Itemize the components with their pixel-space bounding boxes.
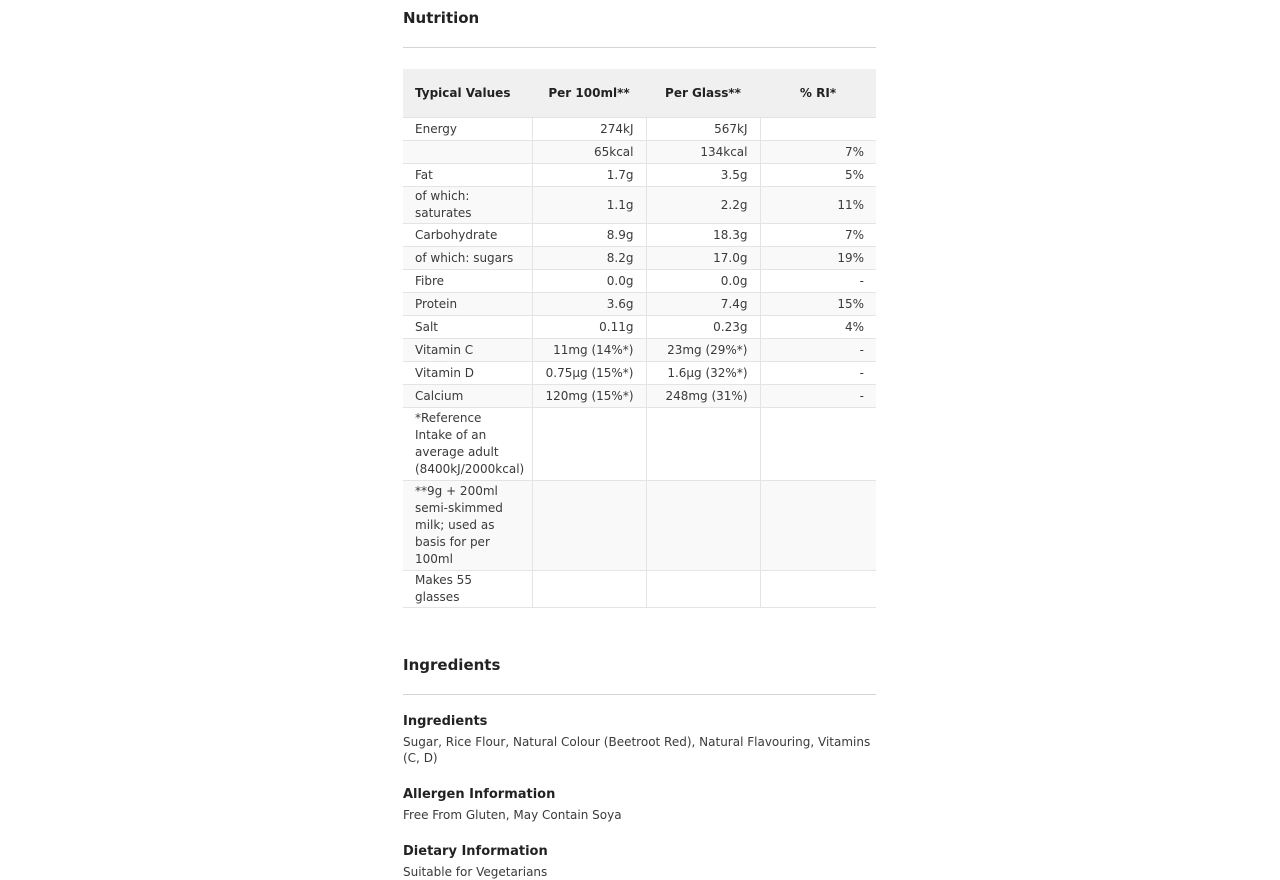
per-100ml-value: 0.75µg (15%*) [532,362,646,385]
dietary-text: Suitable for Vegetarians [403,865,548,879]
allergen-heading: Allergen Information [403,787,556,802]
table-row [403,571,876,608]
per-glass-value: 248mg (31%) [646,385,760,408]
ingredients-heading: Ingredients [403,714,488,729]
dietary-block [403,843,876,880]
row-label: Carbohydrate [403,224,532,247]
table-row [403,270,876,293]
header-ri: % RI* [760,69,876,118]
ingredients-section [403,647,876,880]
per-100ml-value: 11mg (14%*) [532,339,646,362]
nutrition-table [403,69,876,608]
ri-value: 19% [760,247,876,270]
row-label: Vitamin D [403,362,532,385]
per-100ml-value: 0.0g [532,270,646,293]
per-glass-value: 0.23g [646,316,760,339]
per-100ml-value: 3.6g [532,293,646,316]
per-100ml-value: 1.7g [532,164,646,187]
per-glass-value: 3.5g [646,164,760,187]
serving-basis-note: **9g + 200ml semi-skimmed milk; used as basis for per 100ml [403,481,532,571]
header-per-100ml: Per 100ml** [532,69,646,118]
row-label: Salt [403,316,532,339]
row-label: of which: sugars [403,247,532,270]
nutrition-header-row [403,69,876,118]
header-per-glass: Per Glass** [646,69,760,118]
per-100ml-value: 0.11g [532,316,646,339]
per-glass-value: 18.3g [646,224,760,247]
ri-value: - [760,270,876,293]
nutrition-divider [403,47,876,48]
row-label: Fat [403,164,532,187]
ri-value: - [760,339,876,362]
per-glass-value: 17.0g [646,247,760,270]
table-row [403,385,876,408]
row-label: of which: saturates [403,187,532,224]
ri-value [760,408,876,481]
per-100ml-value: 8.2g [532,247,646,270]
nutrition-title: Nutrition [403,9,480,27]
ri-value: 7% [760,141,876,164]
allergen-text: Free From Gluten, May Contain Soya [403,808,622,822]
ri-value: 5% [760,164,876,187]
table-row [403,362,876,385]
per-100ml-value: 1.1g [532,187,646,224]
ri-value [760,118,876,141]
row-label: Vitamin C [403,339,532,362]
per-glass-value: 134kcal [646,141,760,164]
per-glass-value [646,571,760,608]
per-glass-value: 23mg (29%*) [646,339,760,362]
table-row [403,141,876,164]
per-100ml-value [532,408,646,481]
per-glass-value: 7.4g [646,293,760,316]
ingredients-title: Ingredients [403,656,501,674]
table-row [403,118,876,141]
ingredients-text: Sugar, Rice Flour, Natural Colour (Beetroot Red), Natural Flavouring, Vitamins (C, D) [403,735,871,765]
per-glass-value [646,408,760,481]
ri-value: - [760,385,876,408]
table-row [403,481,876,571]
per-100ml-value: 120mg (15%*) [532,385,646,408]
per-100ml-value [532,571,646,608]
product-info-column [403,0,876,880]
row-label: Protein [403,293,532,316]
ri-value: 11% [760,187,876,224]
row-label [403,141,532,164]
per-glass-value [646,481,760,571]
per-100ml-value: 8.9g [532,224,646,247]
ingredients-block [403,713,876,766]
per-100ml-value [532,481,646,571]
per-glass-value: 567kJ [646,118,760,141]
table-row [403,247,876,270]
table-row [403,293,876,316]
dietary-heading: Dietary Information [403,844,548,859]
ingredients-divider [403,694,876,695]
ri-value: 15% [760,293,876,316]
ri-value [760,571,876,608]
row-label: Fibre [403,270,532,293]
header-typical-values: Typical Values [403,69,532,118]
reference-intake-note: *Reference Intake of an average adult (8400kJ/2000kcal) [403,408,532,481]
servings-note: Makes 55 glasses [403,571,532,608]
allergen-block [403,786,876,823]
row-label: Calcium [403,385,532,408]
table-row [403,339,876,362]
table-row [403,224,876,247]
ri-value: 4% [760,316,876,339]
per-glass-value: 0.0g [646,270,760,293]
ri-value: 7% [760,224,876,247]
table-row [403,408,876,481]
table-row [403,187,876,224]
row-label: Energy [403,118,532,141]
ri-value [760,481,876,571]
table-row [403,316,876,339]
ri-value: - [760,362,876,385]
per-glass-value: 1.6µg (32%*) [646,362,760,385]
per-100ml-value: 274kJ [532,118,646,141]
table-row [403,164,876,187]
per-100ml-value: 65kcal [532,141,646,164]
per-glass-value: 2.2g [646,187,760,224]
